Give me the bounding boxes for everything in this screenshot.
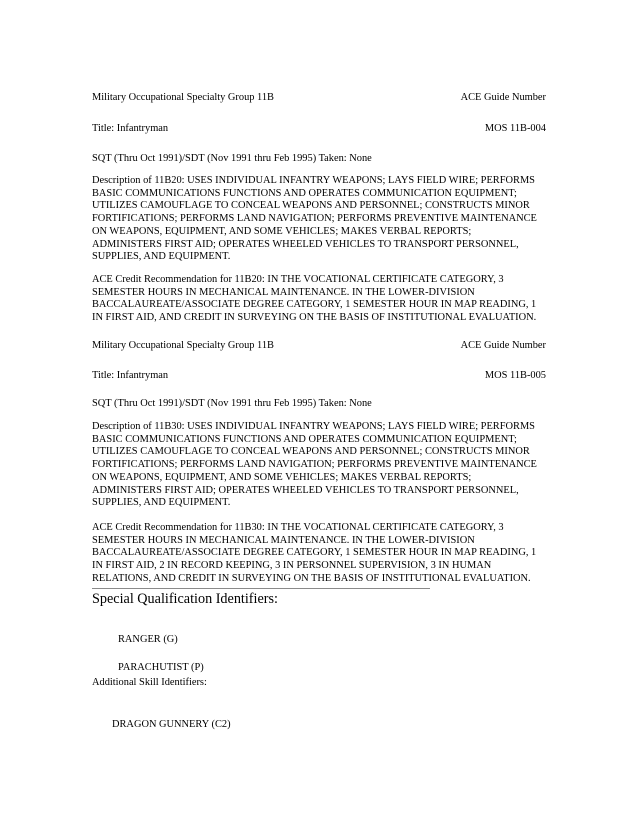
sqt-line-2: SQT (Thru Oct 1991)/SDT (Nov 1991 thru Feb 1995) Taken: None	[92, 398, 372, 409]
skill-item-dragon-gunnery: DRAGON GUNNERY (C2)	[112, 719, 231, 730]
description-line: ON WEAPONS, EQUIPMENT, AND SOME VEHICLES; MAKES VERBAL REPORTS;	[92, 225, 472, 237]
description-2	[92, 421, 548, 510]
description-1	[92, 175, 548, 264]
description-line: ON WEAPONS, EQUIPMENT, AND SOME VEHICLES; MAKES VERBAL REPORTS;	[92, 471, 472, 483]
credit-recommendation-1	[92, 274, 548, 325]
mos-number-2: MOS 11B-005	[484, 370, 546, 381]
special-qualification-heading: Special Qualification Identifiers:	[92, 591, 278, 607]
ace-guide-label-1: ACE Guide Number	[460, 92, 546, 103]
description-line: BASIC COMMUNICATIONS FUNCTIONS AND OPERATES COMMUNICATION EQUIPMENT;	[92, 187, 517, 199]
qualification-item-ranger: RANGER (G)	[118, 634, 178, 645]
description-line: Description of 11B30: USES INDIVIDUAL INFANTRY WEAPONS; LAYS FIELD WIRE; PERFORMS	[92, 421, 535, 432]
credit-line: ACE Credit Recommendation for 11B30: IN THE VOCATIONAL CERTIFICATE CATEGORY, 3	[92, 522, 504, 533]
description-line: ADMINISTERS FIRST AID; OPERATES WHEELED VEHICLES TO TRANSPORT PERSONNEL,	[92, 484, 519, 496]
description-line: ADMINISTERS FIRST AID; OPERATES WHEELED VEHICLES TO TRANSPORT PERSONNEL,	[92, 238, 519, 250]
description-line: SUPPLIES, AND EQUIPMENT.	[92, 497, 231, 509]
additional-skill-heading: Additional Skill Identifiers:	[92, 677, 207, 688]
credit-line: BACCALAUREATE/ASSOCIATE DEGREE CATEGORY, 1 SEMESTER HOUR IN MAP READING, 1	[92, 299, 537, 311]
credit-line: SEMESTER HOURS IN MECHANICAL MAINTENANCE. IN THE LOWER-DIVISION	[92, 286, 475, 298]
description-line: BASIC COMMUNICATIONS FUNCTIONS AND OPERATES COMMUNICATION EQUIPMENT;	[92, 433, 517, 445]
credit-line: RELATIONS, AND CREDIT IN SURVEYING ON THE BASIS OF INSTITUTIONAL EVALUATION.	[92, 572, 531, 584]
description-line: FORTIFICATIONS; PERFORMS LAND NAVIGATION; PERFORMS PREVENTIVE MAINTENANCE	[92, 213, 537, 225]
credit-line: IN FIRST AID, AND CREDIT IN SURVEYING ON THE BASIS OF INSTITUTIONAL EVALUATION.	[92, 312, 537, 324]
specialty-group-1: Military Occupational Specialty Group 11B	[92, 92, 274, 103]
ace-guide-label-2: ACE Guide Number	[460, 340, 546, 351]
description-line: UTILIZES CAMOUFLAGE TO CONCEAL WEAPONS AND PERSONNEL; CONSTRUCTS MINOR	[92, 200, 530, 212]
sqt-line-1: SQT (Thru Oct 1991)/SDT (Nov 1991 thru Feb 1995) Taken: None	[92, 153, 372, 164]
credit-recommendation-2	[92, 522, 548, 586]
description-line: UTILIZES CAMOUFLAGE TO CONCEAL WEAPONS AND PERSONNEL; CONSTRUCTS MINOR	[92, 446, 530, 458]
credit-line: SEMESTER HOURS IN MECHANICAL MAINTENANCE. IN THE LOWER-DIVISION	[92, 534, 475, 546]
title-2: Title: Infantryman	[92, 370, 169, 381]
specialty-group-2: Military Occupational Specialty Group 11B	[92, 340, 274, 351]
section-divider	[92, 588, 430, 589]
mos-number-1: MOS 11B-004	[484, 123, 546, 134]
credit-line: IN FIRST AID, 2 IN RECORD KEEPING, 3 IN PERSONNEL SUPERVISION, 3 IN HUMAN	[92, 560, 492, 572]
title-1: Title: Infantryman	[92, 123, 169, 134]
description-line: Description of 11B20: USES INDIVIDUAL INFANTRY WEAPONS; LAYS FIELD WIRE; PERFORMS	[92, 175, 535, 186]
description-line: FORTIFICATIONS; PERFORMS LAND NAVIGATION; PERFORMS PREVENTIVE MAINTENANCE	[92, 459, 537, 471]
description-line: SUPPLIES, AND EQUIPMENT.	[92, 251, 231, 263]
credit-line: BACCALAUREATE/ASSOCIATE DEGREE CATEGORY, 1 SEMESTER HOUR IN MAP READING, 1	[92, 547, 537, 559]
credit-line: ACE Credit Recommendation for 11B20: IN THE VOCATIONAL CERTIFICATE CATEGORY, 3	[92, 274, 504, 285]
qualification-item-parachutist: PARACHUTIST (P)	[118, 662, 204, 673]
